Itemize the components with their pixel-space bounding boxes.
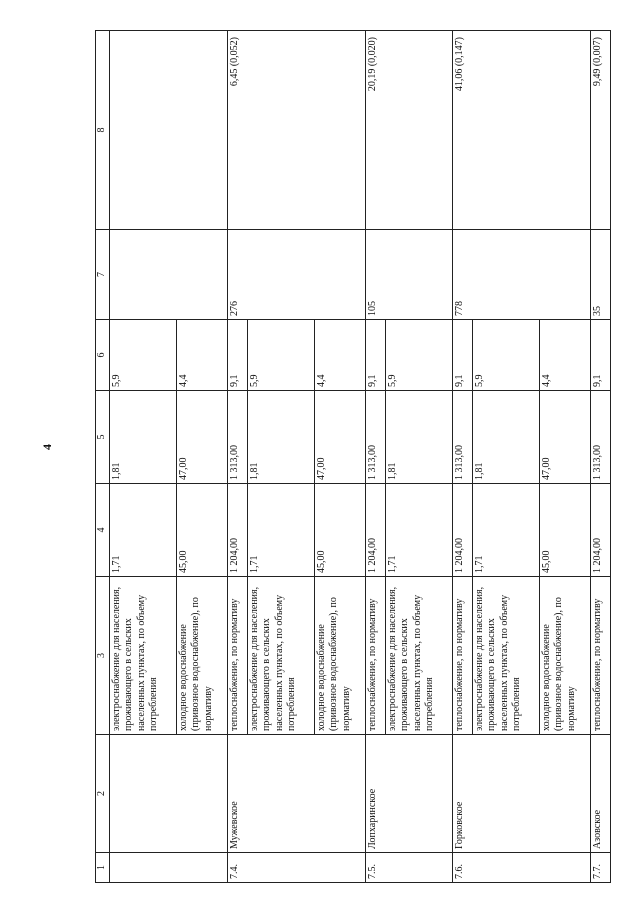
header-cell: 4 bbox=[96, 484, 110, 577]
header-row bbox=[96, 31, 110, 883]
index-cell: 4,4 bbox=[314, 320, 365, 391]
settlement-cell bbox=[109, 735, 228, 853]
population-cell: 105 bbox=[366, 230, 453, 320]
service-cell: теплоснабжение, по нормативу bbox=[228, 577, 248, 735]
num-cell: 7.7. bbox=[591, 853, 611, 883]
index-cell: 5,9 bbox=[385, 320, 452, 391]
header-cell: 3 bbox=[96, 577, 110, 735]
tariff-cell: 1,81 bbox=[109, 391, 176, 484]
value-cell: 41,06 (0,147) bbox=[453, 31, 591, 230]
service-cell: электроснабжение для населения, проживающего в сельских населенных пунктах, по объему потребления bbox=[109, 577, 176, 735]
tariff-cell: 1,71 bbox=[247, 484, 314, 577]
settlement-cell: Мужевское bbox=[228, 735, 366, 853]
tariff-cell: 1 313,00 bbox=[453, 391, 473, 484]
tariff-cell: 1 313,00 bbox=[591, 391, 611, 484]
tariff-cell: 1,81 bbox=[472, 391, 539, 484]
tariff-cell: 1 204,00 bbox=[453, 484, 473, 577]
header-cell: 8 bbox=[96, 31, 110, 230]
rotated-table-sheet bbox=[95, 31, 611, 883]
value-cell: 9,49 (0,007) bbox=[591, 31, 611, 230]
index-cell: 9,1 bbox=[228, 320, 248, 391]
tariff-cell: 1,71 bbox=[385, 484, 452, 577]
table-row bbox=[109, 31, 176, 883]
tariff-cell: 1,81 bbox=[385, 391, 452, 484]
tariff-cell: 1 204,00 bbox=[228, 484, 248, 577]
service-cell: электроснабжение для населения, проживающего в сельских населенных пунктах, по объему потребления bbox=[247, 577, 314, 735]
table-row bbox=[228, 31, 248, 883]
index-cell: 9,1 bbox=[453, 320, 473, 391]
index-cell: 4,4 bbox=[539, 320, 590, 391]
tariff-cell: 1 313,00 bbox=[366, 391, 386, 484]
population-cell: 778 bbox=[453, 230, 591, 320]
index-cell: 5,9 bbox=[472, 320, 539, 391]
tariff-cell: 47,00 bbox=[176, 391, 227, 484]
service-cell: теплоснабжение, по нормативу bbox=[591, 577, 611, 735]
settlement-cell: Азовское bbox=[591, 735, 611, 853]
tariff-cell: 1 204,00 bbox=[591, 484, 611, 577]
service-cell: электроснабжение для населения, проживающего в сельских населенных пунктах, по объему потребления bbox=[472, 577, 539, 735]
settlement-cell: Горковское bbox=[453, 735, 591, 853]
header-cell: 7 bbox=[96, 230, 110, 320]
tariff-cell: 1,81 bbox=[247, 391, 314, 484]
page-number: 4 bbox=[40, 444, 54, 450]
table-row bbox=[366, 31, 386, 883]
header-cell: 5 bbox=[96, 391, 110, 484]
tariff-cell: 47,00 bbox=[314, 391, 365, 484]
service-cell: теплоснабжение, по нормативу bbox=[366, 577, 386, 735]
tariff-cell: 1 204,00 bbox=[366, 484, 386, 577]
num-cell: 7.5. bbox=[366, 853, 453, 883]
service-cell: холодное водоснабжение (привозное водоснабжение), по нормативу bbox=[539, 577, 590, 735]
header-cell: 1 bbox=[96, 853, 110, 883]
index-cell: 9,1 bbox=[366, 320, 386, 391]
service-cell: электроснабжение для населения, проживающего в сельских населенных пунктах, по объему потребления bbox=[385, 577, 452, 735]
num-cell: 7.4. bbox=[228, 853, 366, 883]
num-cell bbox=[109, 853, 228, 883]
tariff-cell: 47,00 bbox=[539, 391, 590, 484]
service-cell: холодное водоснабжение (привозное водоснабжение), по нормативу bbox=[314, 577, 365, 735]
index-cell: 4,4 bbox=[176, 320, 227, 391]
header-cell: 6 bbox=[96, 320, 110, 391]
value-cell: 20,19 (0,020) bbox=[366, 31, 453, 230]
tariff-table bbox=[95, 30, 611, 883]
tariff-cell: 1,71 bbox=[109, 484, 176, 577]
index-cell: 5,9 bbox=[109, 320, 176, 391]
num-cell: 7.6. bbox=[453, 853, 591, 883]
table-row bbox=[591, 31, 611, 883]
tariff-cell: 1,71 bbox=[472, 484, 539, 577]
tariff-cell: 1 313,00 bbox=[228, 391, 248, 484]
service-cell: теплоснабжение, по нормативу bbox=[453, 577, 473, 735]
tariff-cell: 45,00 bbox=[176, 484, 227, 577]
index-cell: 5,9 bbox=[247, 320, 314, 391]
header-cell: 2 bbox=[96, 735, 110, 853]
value-cell bbox=[109, 31, 228, 230]
tariff-cell: 45,00 bbox=[314, 484, 365, 577]
population-cell: 35 bbox=[591, 230, 611, 320]
population-cell bbox=[109, 230, 228, 320]
index-cell: 9,1 bbox=[591, 320, 611, 391]
settlement-cell: Лопхаринское bbox=[366, 735, 453, 853]
value-cell: 6,45 (0,052) bbox=[228, 31, 366, 230]
table-row bbox=[453, 31, 473, 883]
population-cell: 276 bbox=[228, 230, 366, 320]
tariff-cell: 45,00 bbox=[539, 484, 590, 577]
service-cell: холодное водоснабжение (привозное водоснабжение), по нормативу bbox=[176, 577, 227, 735]
